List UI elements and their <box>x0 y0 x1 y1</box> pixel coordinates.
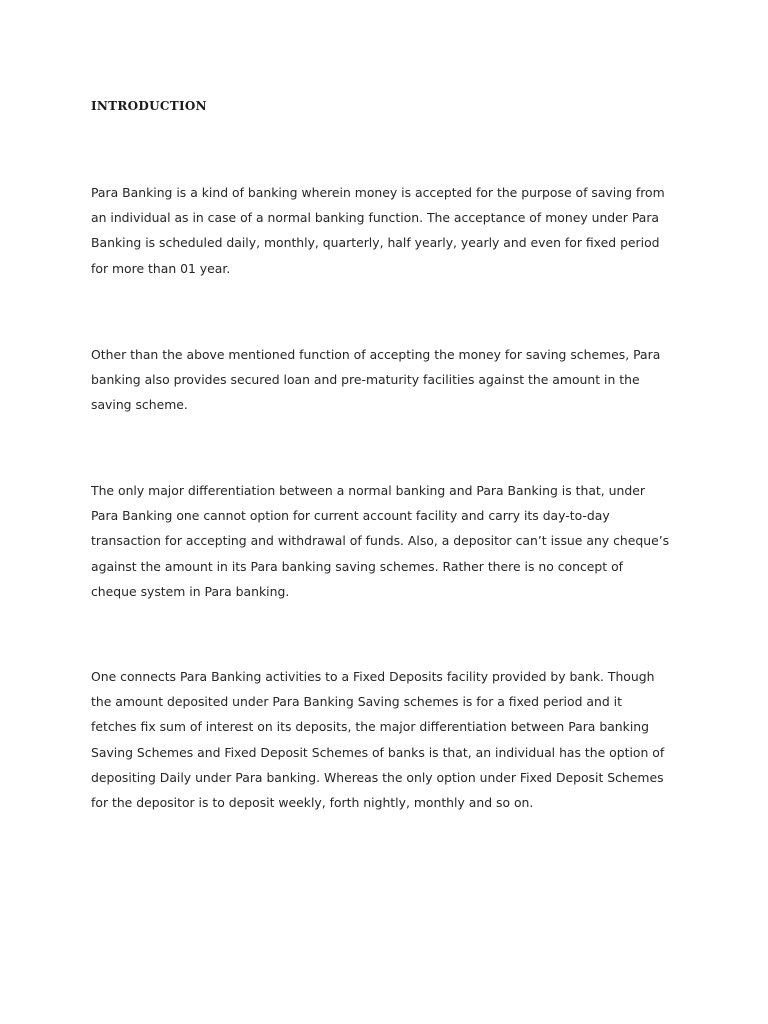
paragraph-line: depositing Daily under Para banking. Whereas the only option under Fixed Deposit Schemes <box>91 769 664 785</box>
paragraph-line: One connects Para Banking activities to a Fixed Deposits facility provided by bank. Though <box>91 669 655 684</box>
paragraph-differentiation <box>91 478 691 604</box>
paragraph-line: The only major differentiation between a normal banking and Para Banking is that, under <box>91 483 645 498</box>
paragraph-line: against the amount in its Para banking saving schemes. Rather there is no concept of <box>91 558 624 574</box>
paragraph-line: Saving Schemes and Fixed Deposit Schemes of banks is that, an individual has the option of <box>91 744 665 760</box>
paragraph-line: transaction for accepting and withdrawal of funds. Also, a depositor can’t issue any cheque’s <box>91 533 670 549</box>
document-heading: INTRODUCTION <box>91 99 207 113</box>
paragraph-line: for more than 01 year. <box>91 260 231 276</box>
paragraph-fixed-deposits <box>91 664 691 815</box>
paragraph-line: saving scheme. <box>91 397 188 413</box>
paragraph-line: for the depositor is to deposit weekly, forth nightly, monthly and so on. <box>91 795 534 811</box>
paragraph-line: Banking is scheduled daily, monthly, quarterly, half yearly, yearly and even for fixed period <box>91 235 660 251</box>
paragraph-line: banking also provides secured loan and pre-maturity facilities against the amount in the <box>91 372 640 388</box>
paragraph-loan-facilities <box>91 342 691 418</box>
paragraph-line: the amount deposited under Para Banking Saving schemes is for a fixed period and it <box>91 694 622 710</box>
paragraph-line: Para Banking one cannot option for current account facility and carry its day-to-day <box>91 508 610 524</box>
paragraph-line: fetches fix sum of interest on its deposits, the major differentiation between Para banking <box>91 719 649 735</box>
paragraph-para-banking-definition <box>91 180 691 281</box>
paragraph-line: Other than the above mentioned function of accepting the money for saving schemes, Para <box>91 347 661 362</box>
paragraph-line: Para Banking is a kind of banking wherein money is accepted for the purpose of saving from <box>91 185 665 200</box>
paragraph-line: cheque system in Para banking. <box>91 583 290 599</box>
paragraph-line: an individual as in case of a normal banking function. The acceptance of money under Para <box>91 210 660 226</box>
